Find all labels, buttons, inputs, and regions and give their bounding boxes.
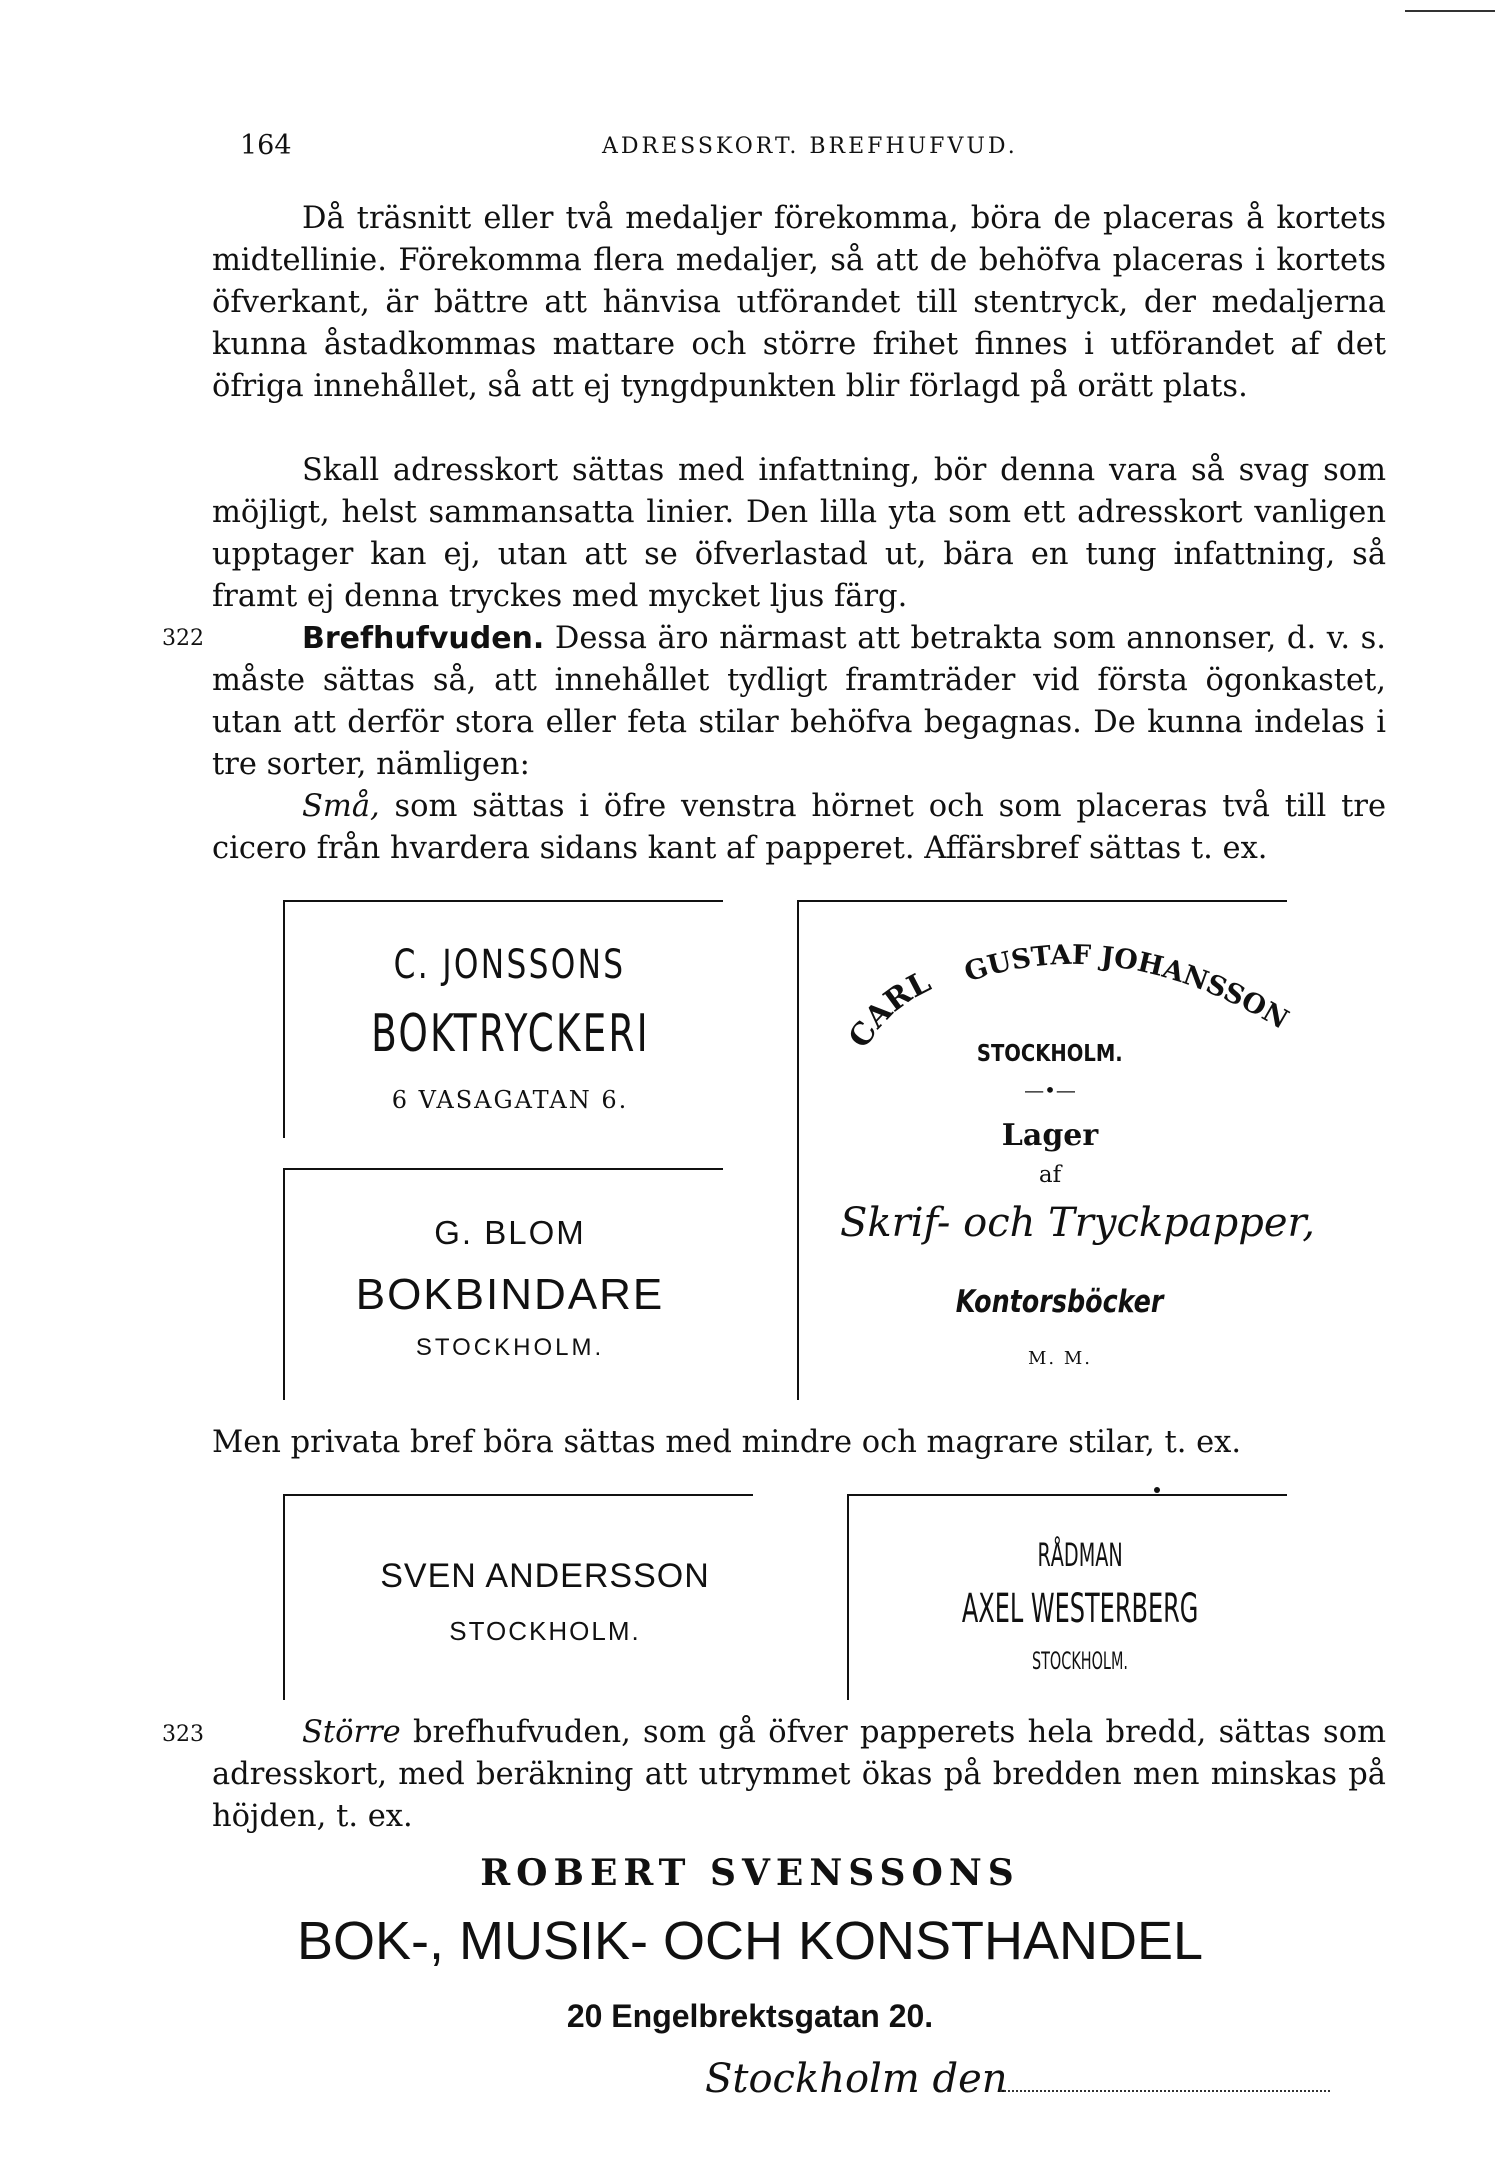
bracket-dot: [1154, 1487, 1160, 1493]
blom-city: STOCKHOLM.: [415, 1334, 605, 1361]
paragraph-brefhufvuden: [212, 618, 1386, 786]
johansson-products: Skrif- och Tryckpapper,: [840, 1200, 1315, 1246]
term-sma: Små,: [302, 789, 380, 824]
bracket-side-andersson: [283, 1494, 285, 1700]
westerberg-title-text: RÅDMAN: [1037, 1536, 1123, 1574]
johansson-kontor-text: Kontorsböcker: [956, 1284, 1164, 1320]
jonssons-name-text: C. JONSSONS: [394, 942, 626, 988]
johansson-kontor: [880, 1284, 1240, 1320]
paragraph-infattning: [212, 450, 1386, 618]
johansson-city-text: STOCKHOLM.: [977, 1041, 1123, 1067]
bracket-top-johansson: [797, 900, 1287, 902]
andersson-city: STOCKHOLM.: [449, 1616, 641, 1646]
blom-name: G. BLOM: [434, 1214, 586, 1251]
svenssons-address: 20 Engelbrektsgatan 20.: [566, 1998, 934, 2034]
bracket-side-westerberg: [847, 1494, 849, 1700]
andersson-name: SVEN ANDERSSON: [380, 1557, 710, 1595]
paragraph-infattning-text: Skall adresskort sättas med infattning, bör denna vara så svag som möjligt, helst sammansatta linier. Den lilla yta som ett adresskort vanligen upptager kan ej, utan att se öfverlastad ut, bära en tung infattning, så framt ej denna tryckes med mycket ljus färg.: [212, 453, 1386, 614]
westerberg-city-text: STOCKHOLM.: [1032, 1647, 1128, 1675]
paragraph-privata: [212, 1422, 1386, 1464]
running-title: ADRESSKORT. BREFHUFVUD.: [602, 134, 1018, 159]
paragraph-sma-text: som sättas i öfre venstra hörnet och som placeras två till tre cicero från hvardera sidans kant af papperet. Affärsbref sättas t. ex.: [212, 789, 1386, 866]
westerberg-name-text: AXEL WESTERBERG: [961, 1586, 1199, 1632]
date-fill-line: [1000, 2090, 1330, 2092]
svenssons-trade: BOK-, MUSIK- OCH KONSTHANDEL: [296, 1911, 1204, 1971]
johansson-surname-path: GUSTAF JOHANSSON: [960, 940, 1294, 1036]
svenssons-dateline: Stockholm den: [705, 2056, 1008, 2102]
johansson-first-name-path: CARL: [842, 964, 937, 1055]
jonssons-name: [300, 942, 720, 988]
blom-trade: BOKBINDARE: [355, 1270, 665, 1319]
svenssons-name: ROBERT SVENSSONS: [480, 1852, 1020, 1894]
term-storre: Större: [302, 1715, 401, 1750]
paragraph-storre: [212, 1712, 1386, 1838]
johansson-city: [880, 1040, 1220, 1067]
paragraph-brefhufvuden-text: Dessa äro närmast att betrakta som annonser, d. v. s. måste sättas så, att innehållet tydligt framträder vid första ögonkastet, utan att derför stora eller feta stilar behöfva begagnas. De kunna indelas i tre sorter, nämligen:: [212, 621, 1386, 782]
westerberg-city: [870, 1647, 1290, 1675]
margin-number-323: 323: [162, 1722, 204, 1747]
westerberg-name: [870, 1586, 1290, 1632]
paragraph-medaljer-text: Då träsnitt eller två medaljer förekomma, böra de placeras å kortets midtellinie. Förekomma flera medaljer, så att de behöfva placeras i kortets öfverkant, är bättre att hänvisa utförandet till stentryck, der medaljerna kunna åstadkommas mattare och större frihet finnes i utförandet af det öfriga innehållet, så att ej tyngdpunkten blir förlagd på orätt plats.: [212, 201, 1386, 404]
corner-mark: [1405, 10, 1495, 12]
bracket-top-jonssons: [283, 900, 723, 902]
paragraph-storre-text: brefhufvuden, som gå öfver papperets hela bredd, sättas som adresskort, med beräkning att utrymmet ökas på bredden men minskas på höjden, t. ex.: [212, 1715, 1386, 1834]
margin-number-322: 322: [162, 626, 204, 651]
johansson-divider: —•—: [1024, 1078, 1076, 1102]
paragraph-sma: [212, 786, 1386, 870]
bracket-side-jonssons: [283, 900, 285, 1138]
johansson-mm: M. M.: [1027, 1348, 1093, 1369]
bracket-side-blom: [283, 1168, 285, 1400]
paragraph-privata-text: Men privata bref böra sättas med mindre och magrare stilar, t. ex.: [212, 1425, 1242, 1460]
johansson-af: af: [1038, 1162, 1062, 1188]
jonssons-trade-text: BOKTRYCKERI: [370, 1004, 650, 1064]
page-number: 164: [240, 130, 292, 161]
jonssons-address: 6 VASAGATAN 6.: [391, 1086, 629, 1114]
section-heading: Brefhufvuden.: [302, 621, 545, 656]
bracket-side-johansson: [797, 900, 799, 1400]
paragraph-medaljer: [212, 198, 1386, 408]
bracket-top-westerberg: [847, 1494, 1287, 1496]
bracket-top-andersson: [283, 1494, 753, 1496]
johansson-surname: [961, 940, 1294, 1036]
jonssons-trade: [300, 1004, 720, 1064]
bracket-top-blom: [283, 1168, 723, 1170]
johansson-lager: Lager: [1001, 1118, 1099, 1153]
westerberg-title: [870, 1536, 1290, 1574]
